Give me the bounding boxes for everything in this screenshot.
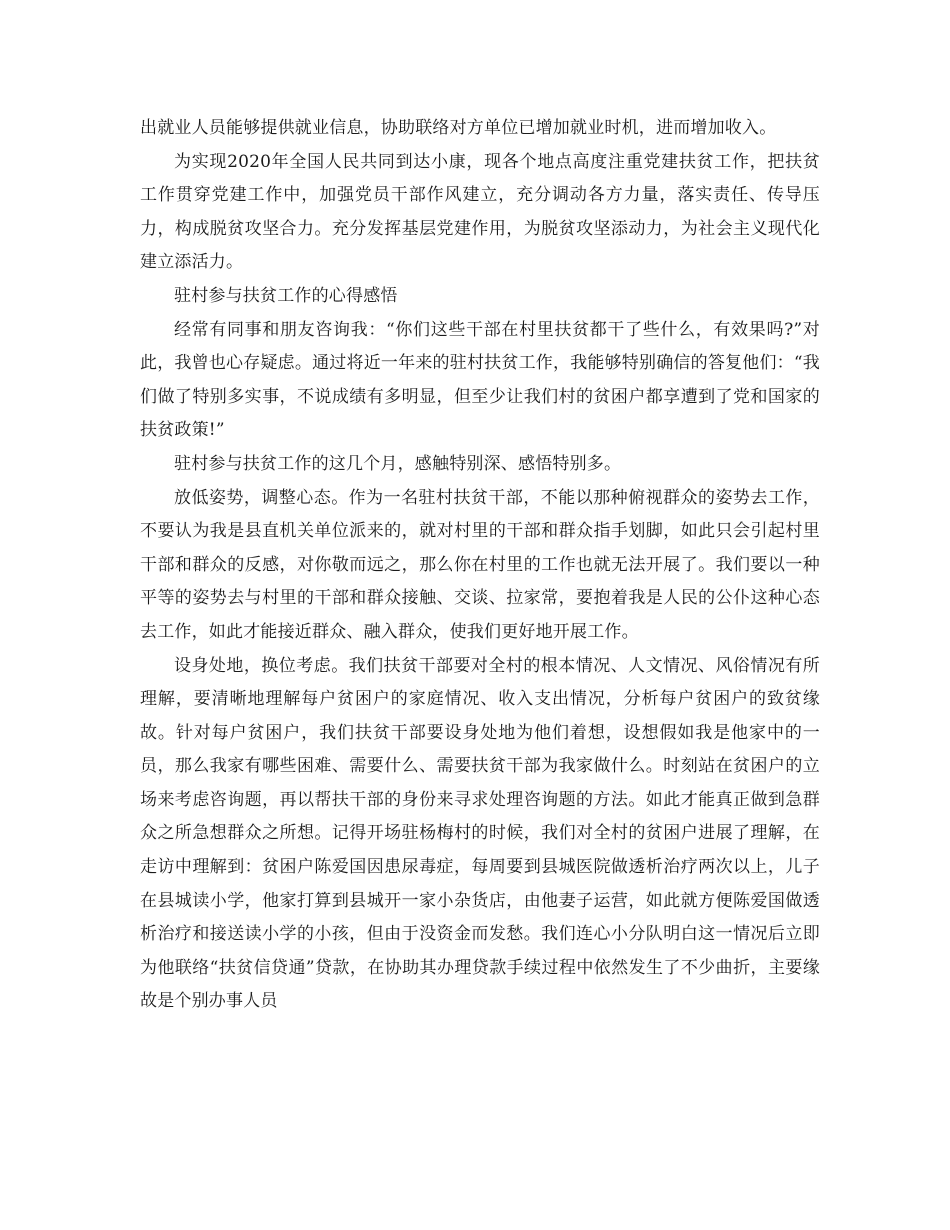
paragraph-continuation: 出就业人员能够提供就业信息，协助联络对方单位已增加就业时机，进而增加收入。: [140, 118, 777, 138]
paragraph-feelings: 驻村参与扶贫工作的这几个月，感触特别深、感悟特别多。: [174, 453, 622, 474]
document-body: [140, 112, 820, 1019]
section-heading: 驻村参与扶贫工作的心得感悟: [174, 285, 398, 306]
paragraph-attitude: 放低姿势，调整心态。作为一名驻村扶贫干部，不能以那种俯视群众的姿势去工作，不要认为我是县直机关单位派来的，就对村里的干部和群众指手划脚，如此只会引起村里干部和群众的反感，对你敬而远之，那么你在村里的工作也就无法开展了。我们要以一种平等的姿势去与村里的干部和群众接触、交谈、拉家常，要抱着我是人民的公仆这种心态去工作，如此才能接近群众、融入群众，使我们更好地开展工作。: [140, 487, 820, 642]
paragraph-poverty-goal: 为实现2020年全国人民共同到达小康，现各个地点高度注重党建扶贫工作，把扶贫工作贯穿党建工作中，加强党员干部作风建立，充分调动各方力量，落实责任、传导压力，构成脱贫攻坚合力。充分发挥基层党建作用，为脱贫攻坚添动力，为社会主义现代化建立添活力。: [140, 151, 820, 273]
paragraph-empathy: 设身处地，换位考虑。我们扶贫干部要对全村的根本情况、人文情况、风俗情况有所理解，要清晰地理解每户贫困户的家庭情况、收入支出情况，分析每户贫困户的致贫缘故。针对每户贫困户，我们扶贫干部要设身处地为他们着想，设想假如我是他家中的一员，那么我家有哪些困难、需要什么、需要扶贫干部为我家做什么。时刻站在贫困户的立场来考虑咨询题，再以帮扶干部的身份来寻求处理咨询题的方法。如此才能真正做到急群众之所急想群众之所想。记得开场驻杨梅村的时候，我们对全村的贫困户进展了理解，在走访中理解到：贫困户陈爱国因患尿毒症，每周要到县城医院做透析治疗两次以上，儿子在县城读小学，他家打算到县城开一家小杂货店，由他妻子运营，如此就方便陈爱国做透析治疗和接送读小学的小孩，但由于没资金而发愁。我们连心小分队明白这一情况后立即为他联络“扶贫信贷通”贷款，在协助其办理贷款手续过程中依然发生了不少曲折，主要缘故是个别办事人员: [140, 655, 820, 1012]
paragraph-colleague-question: 经常有同事和朋友咨询我：“你们这些干部在村里扶贫都干了些什么，有效果吗?”对此，我曾也心存疑虑。通过将近一年来的驻村扶贫工作，我能够特别确信的答复他们：“我们做了特别多实事，不说成绩有多明显，但至少让我们村的贫困户都享遭到了党和国家的扶贫政策!”: [140, 319, 820, 441]
